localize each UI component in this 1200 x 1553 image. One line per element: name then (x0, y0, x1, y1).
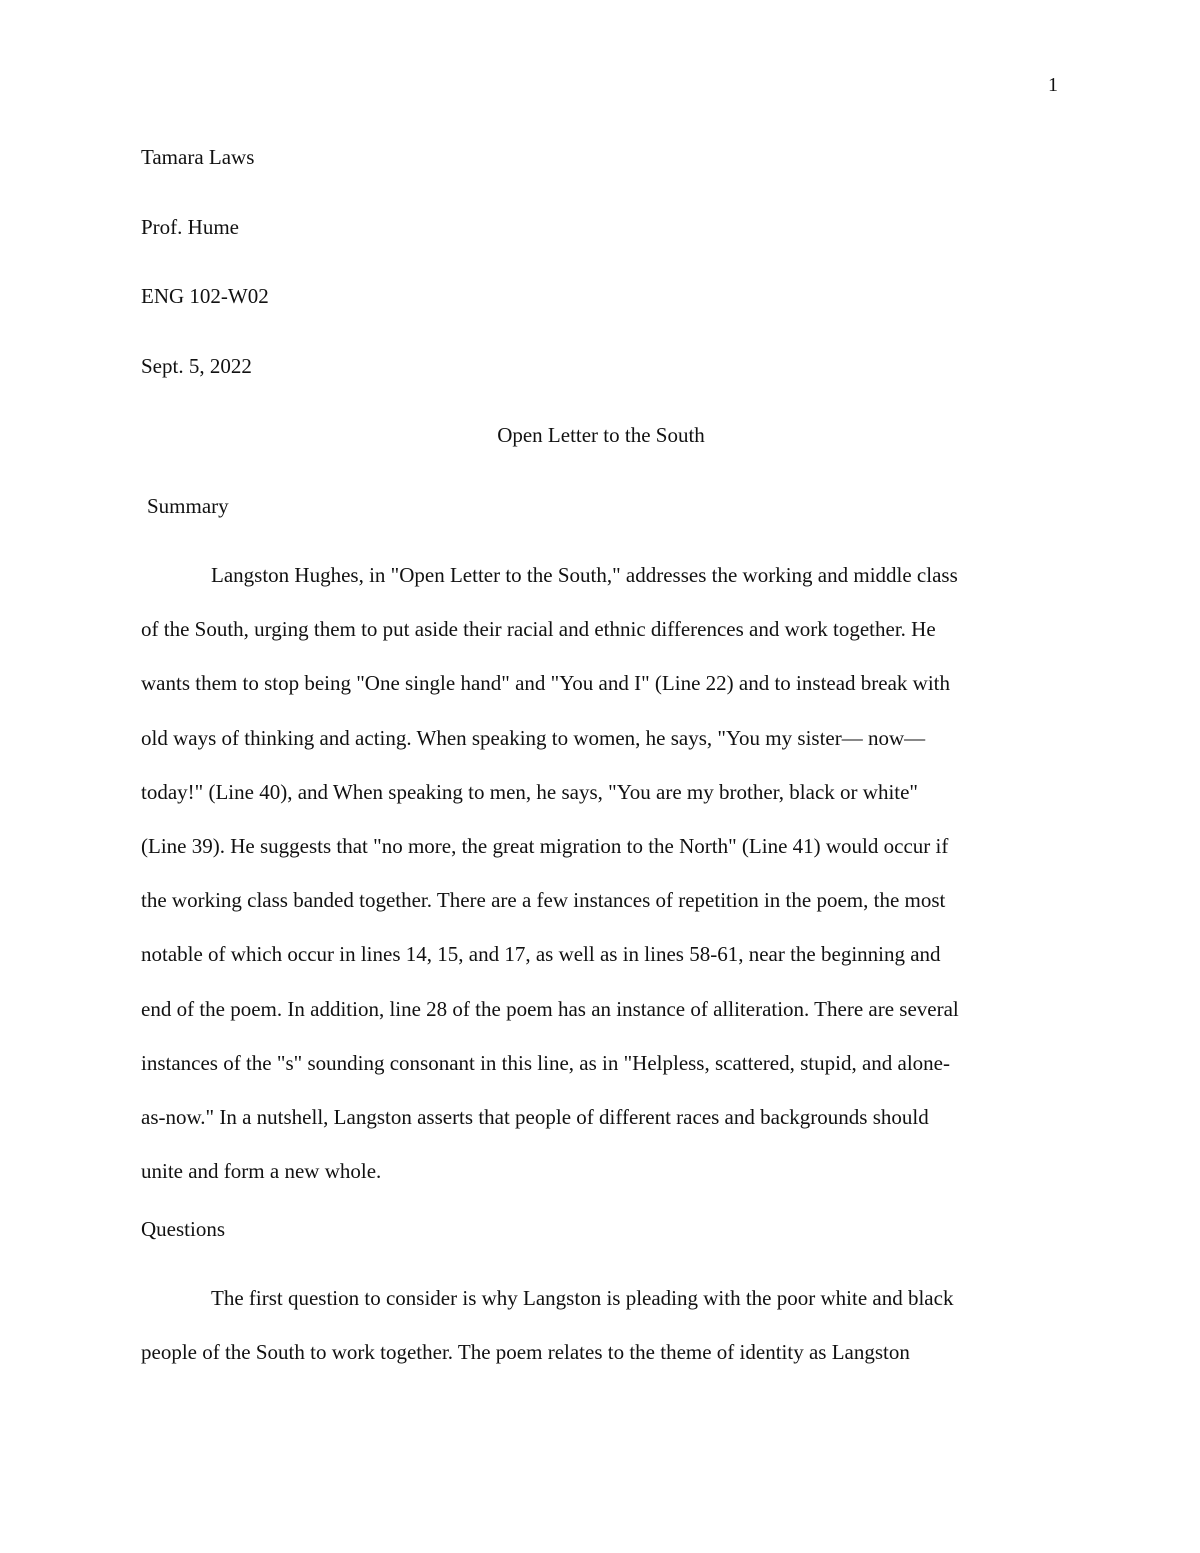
document-body (141, 143, 1061, 1397)
paragraph-line: the working class banded together. There are a few instances of repetition in the poem, the most (141, 888, 946, 913)
summary-paragraph (141, 561, 1061, 1211)
paragraph-line: today!" (Line 40), and When speaking to men, he says, "You are my brother, black or white" (141, 779, 918, 804)
paragraph-line: as-now." In a nutshell, Langston asserts that people of different races and backgrounds should (141, 1104, 929, 1129)
paragraph-line: people of the South to work together. The poem relates to the theme of identity as Langston (141, 1340, 910, 1365)
paragraph-line: The first question to consider is why Langston is pleading with the poor white and black (211, 1286, 954, 1311)
paragraph-line: Langston Hughes, in "Open Letter to the South," addresses the working and middle class (211, 563, 958, 587)
page-number: 1 (1048, 74, 1058, 96)
paragraph-line: notable of which occur in lines 14, 15, and 17, as well as in lines 58-61, near the beginning and (141, 942, 941, 967)
questions-heading: Questions (141, 1217, 225, 1242)
professor-name: Prof. Hume (141, 214, 239, 239)
questions-paragraph (141, 1284, 1061, 1392)
paragraph-line: of the South, urging them to put aside their racial and ethnic differences and work together. He (141, 617, 936, 642)
paragraph-line: instances of the "s" sounding consonant in this line, as in "Helpless, scattered, stupid, and alone- (141, 1050, 950, 1075)
document-title: Open Letter to the South (497, 423, 705, 447)
student-name: Tamara Laws (141, 145, 255, 169)
paragraph-line: (Line 39). He suggests that "no more, the great migration to the North" (Line 41) would occur if (141, 833, 949, 858)
submission-date: Sept. 5, 2022 (141, 353, 252, 378)
paragraph-line: end of the poem. In addition, line 28 of the poem has an instance of alliteration. There are several (141, 996, 959, 1021)
course-code: ENG 102-W02 (141, 284, 269, 308)
summary-heading: Summary (147, 494, 229, 518)
paragraph-line: wants them to stop being "One single hand" and "You and I" (Line 22) and to instead break with (141, 671, 951, 696)
paragraph-line: unite and form a new whole. (141, 1159, 382, 1184)
paragraph-line: old ways of thinking and acting. When speaking to women, he says, "You my sister— now— (141, 725, 926, 750)
